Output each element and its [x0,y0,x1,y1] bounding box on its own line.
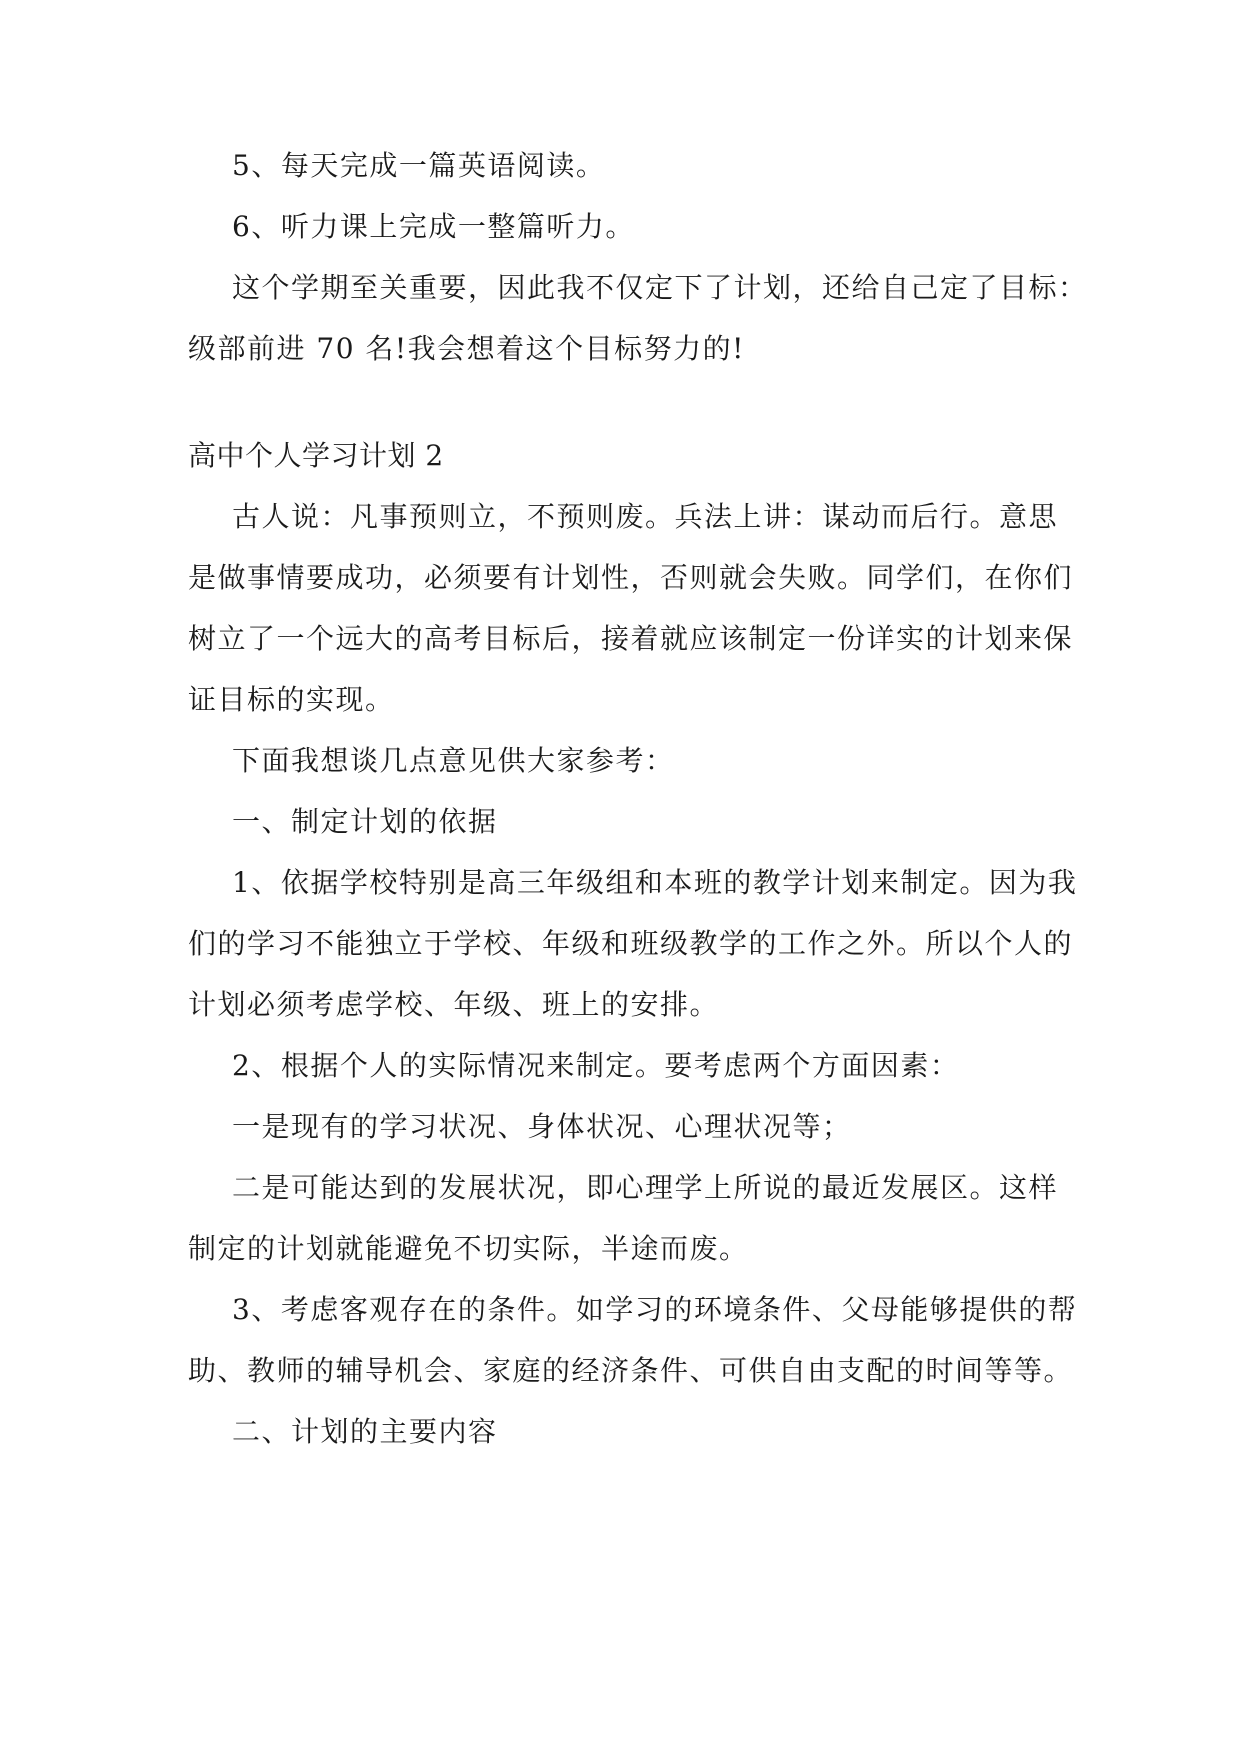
section-title: 高中个人学习计划 2 [188,439,444,472]
paragraph-line: 证目标的实现。 [188,683,395,716]
paragraph-line: 1、依据学校特别是高三年级组和本班的教学计划来制定。因为我 [232,866,1078,899]
part2-heading: 二、计划的主要内容 [232,1415,498,1448]
paragraph-line: 这个学期至关重要，因此我不仅定下了计划，还给自己定了目标： [232,271,1088,304]
list-item-5: 5、每天完成一篇英语阅读。 [232,149,606,182]
aspect1-paragraph: 一是现有的学习状况、身体状况、心理状况等； [232,1110,852,1143]
paragraph-line: 计划必须考虑学校、年级、班上的安排。 [188,988,720,1021]
paragraph-line: 是做事情要成功，必须要有计划性，否则就会失败。同学们，在你们 [188,561,1074,594]
paragraph-line: 树立了一个远大的高考目标后，接着就应该制定一份详实的计划来保 [188,622,1074,655]
paragraph-line: 3、考虑客观存在的条件。如学习的环境条件、父母能够提供的帮 [232,1293,1078,1326]
paragraph-line: 制定的计划就能避免不切实际，半途而废。 [188,1232,749,1265]
paragraph-line: 二是可能达到的发展状况，即心理学上所说的最近发展区。这样 [232,1171,1059,1204]
part1-heading: 一、制定计划的依据 [232,805,498,838]
paragraph-line: 古人说：凡事预则立，不预则废。兵法上讲：谋动而后行。意思 [232,500,1059,533]
intro-line: 下面我想谈几点意见供大家参考： [232,744,675,777]
list-item-6: 6、听力课上完成一整篇听力。 [232,210,635,243]
paragraph-line: 级部前进 70 名!我会想着这个目标努力的! [188,332,745,365]
paragraph-line: 们的学习不能独立于学校、年级和班级教学的工作之外。所以个人的 [188,927,1074,960]
paragraph-line: 助、教师的辅导机会、家庭的经济条件、可供自由支配的时间等等。 [188,1354,1074,1387]
point2-paragraph: 2、根据个人的实际情况来制定。要考虑两个方面因素： [232,1049,960,1082]
